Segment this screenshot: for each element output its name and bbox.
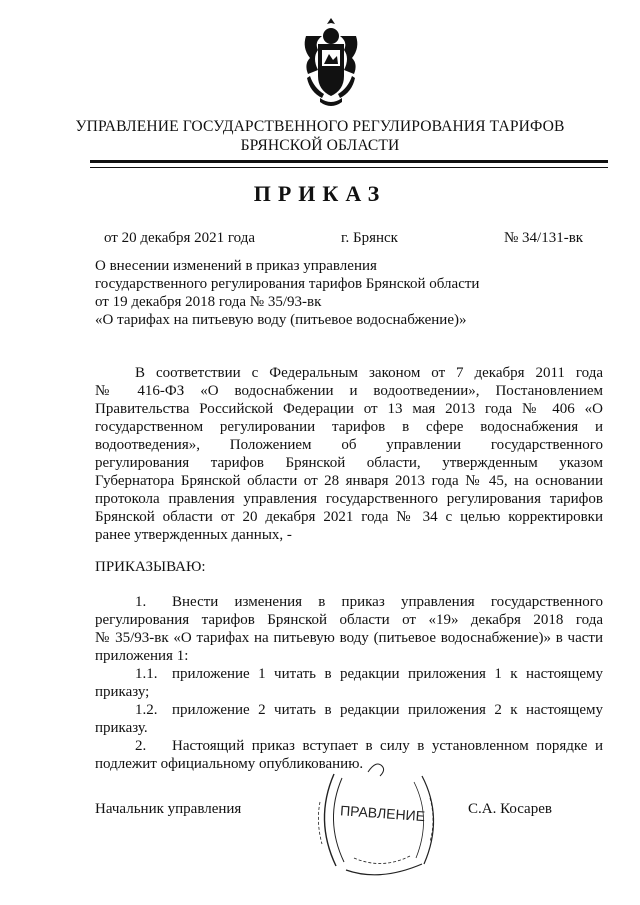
- item-line: приказу;: [95, 684, 150, 700]
- item-number: 1.2.: [135, 702, 158, 718]
- header-rule-thin: [90, 167, 608, 168]
- coat-of-arms-icon: [298, 14, 364, 110]
- document-title: ПРИКАЗ: [253, 181, 387, 206]
- item-line: подлежит официальному опубликованию.: [95, 756, 364, 772]
- order-word: ПРИКАЗЫВАЮ:: [95, 559, 206, 575]
- subject-line: О внесении изменений в приказ управления: [95, 258, 377, 274]
- preamble-line: ранее утвержденных данных, -: [95, 527, 292, 543]
- item-number: 2.: [135, 738, 147, 754]
- preamble-line: Губернатора Брянской области от 28 января 2013 года № 45, на основании: [95, 473, 603, 489]
- item-number: 1.: [135, 594, 147, 610]
- preamble-line: водоотведения», Положением об управлении государственного: [95, 437, 603, 453]
- preamble-line: протокола правления управления государственного регулирования тарифов: [95, 491, 603, 507]
- preamble-line: Брянской области от 20 декабря 2021 года № 34 с целью корректировки: [95, 509, 603, 525]
- item-number: 1.1.: [135, 666, 158, 682]
- preamble-line: государственном регулировании тарифов в сфере водоснабжения и: [95, 419, 603, 435]
- preamble-line: Правительства Российской Федерации от 13 мая 2013 года № 406 «О: [95, 401, 603, 417]
- organization-name-line1: УПРАВЛЕНИЕ ГОСУДАРСТВЕННОГО РЕГУЛИРОВАНИЯ ТАРИФОВ: [75, 118, 565, 135]
- subject-line: от 19 декабря 2018 года № 35/93-вк: [95, 294, 322, 310]
- subject-line: государственного регулирования тарифов Брянской области: [95, 276, 480, 292]
- item-line: регулирования тарифов Брянской области от «19» декабря 2018 года: [95, 612, 603, 628]
- order-number: № 34/131-вк: [504, 230, 584, 246]
- organization-name-line2: БРЯНСКОЙ ОБЛАСТИ: [240, 137, 400, 154]
- header-rule-thick: [90, 160, 608, 163]
- item-line: Внести изменения в приказ управления государственного: [172, 594, 603, 610]
- preamble-line: регулирования тарифов Брянской области, утвержденным указом: [95, 455, 603, 471]
- preamble-line: № 416-ФЗ «О водоснабжении и водоотведении», Постановлением: [95, 383, 603, 399]
- item-line: Настоящий приказ вступает в силу в установленном порядке и: [172, 738, 603, 754]
- official-stamp-icon: [310, 762, 445, 878]
- item-line: приказу.: [95, 720, 148, 736]
- order-city: г. Брянск: [341, 230, 398, 246]
- svg-text:ПРАВЛЕНИЕ: ПРАВЛЕНИЕ: [339, 802, 426, 825]
- item-line: приложение 2 читать в редакции приложения 2 к настоящему: [172, 702, 603, 718]
- item-line: приложение 1 читать в редакции приложения 1 к настоящему: [172, 666, 603, 682]
- subject-line: «О тарифах на питьевую воду (питьевое водоснабжение)»: [95, 312, 467, 328]
- item-line: № 35/93-вк «О тарифах на питьевую воду (питьевое водоснабжение)» в части: [95, 630, 603, 646]
- item-line: приложения 1:: [95, 648, 189, 664]
- order-date: от 20 декабря 2021 года: [104, 230, 256, 246]
- signatory-name: С.А. Косарев: [468, 801, 552, 817]
- preamble-line: В соответствии с Федеральным законом от 7 декабря 2011 года: [135, 365, 603, 381]
- signatory-position: Начальник управления: [95, 801, 242, 817]
